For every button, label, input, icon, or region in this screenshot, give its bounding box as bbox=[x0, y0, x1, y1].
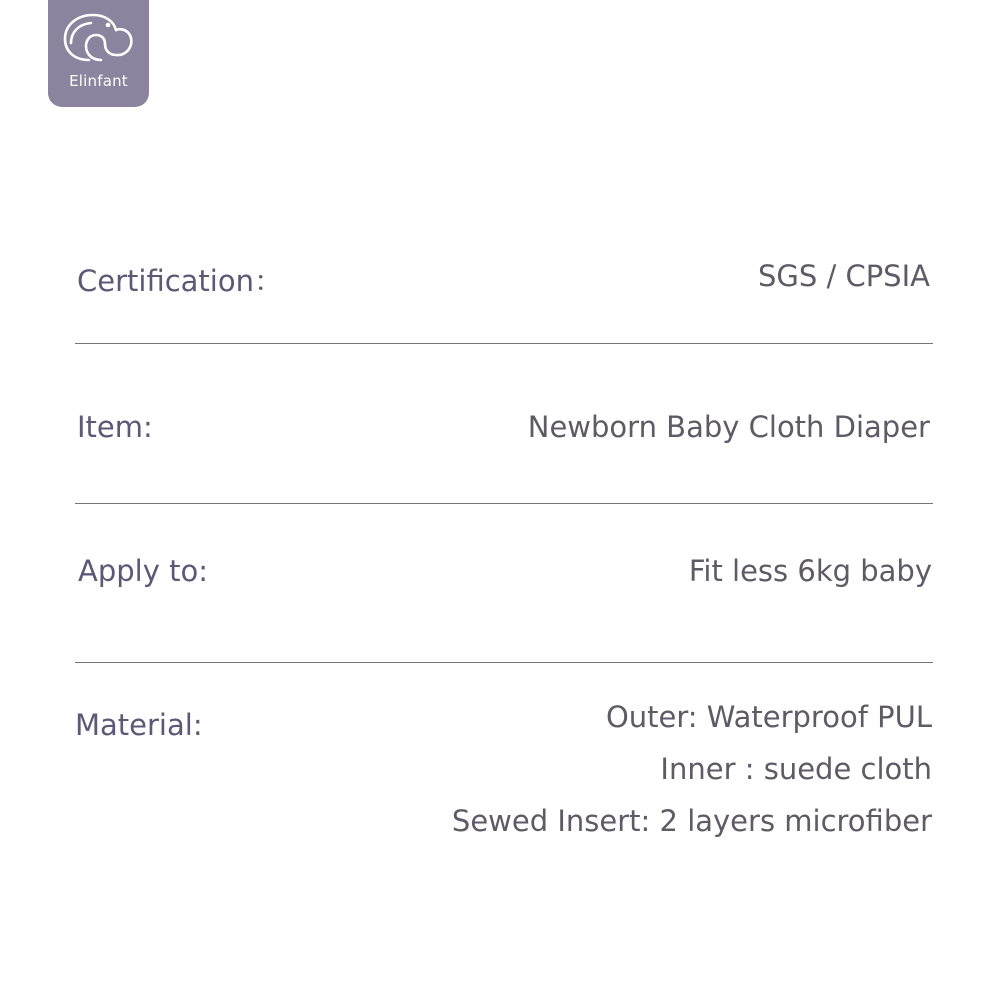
divider bbox=[75, 503, 933, 504]
spec-label: Certification： bbox=[77, 264, 283, 298]
divider bbox=[75, 662, 933, 663]
spec-label: Material: bbox=[75, 708, 203, 742]
spec-label: Item: bbox=[77, 410, 153, 444]
spec-value: Fit less 6kg baby bbox=[688, 554, 932, 588]
spec-label: Apply to: bbox=[78, 554, 208, 588]
brand-badge bbox=[48, 0, 149, 107]
spec-value: SGS / CPSIA bbox=[757, 259, 930, 293]
material-outer: Outer: Waterproof PUL bbox=[605, 700, 932, 734]
material-inner: Inner : suede cloth bbox=[660, 752, 932, 786]
elephant-logo-icon bbox=[61, 10, 136, 70]
material-insert: Sewed Insert: 2 layers microfiber bbox=[451, 804, 932, 838]
spec-value: Newborn Baby Cloth Diaper bbox=[527, 410, 930, 444]
divider bbox=[75, 343, 933, 344]
brand-name: Elinfant bbox=[69, 72, 128, 90]
